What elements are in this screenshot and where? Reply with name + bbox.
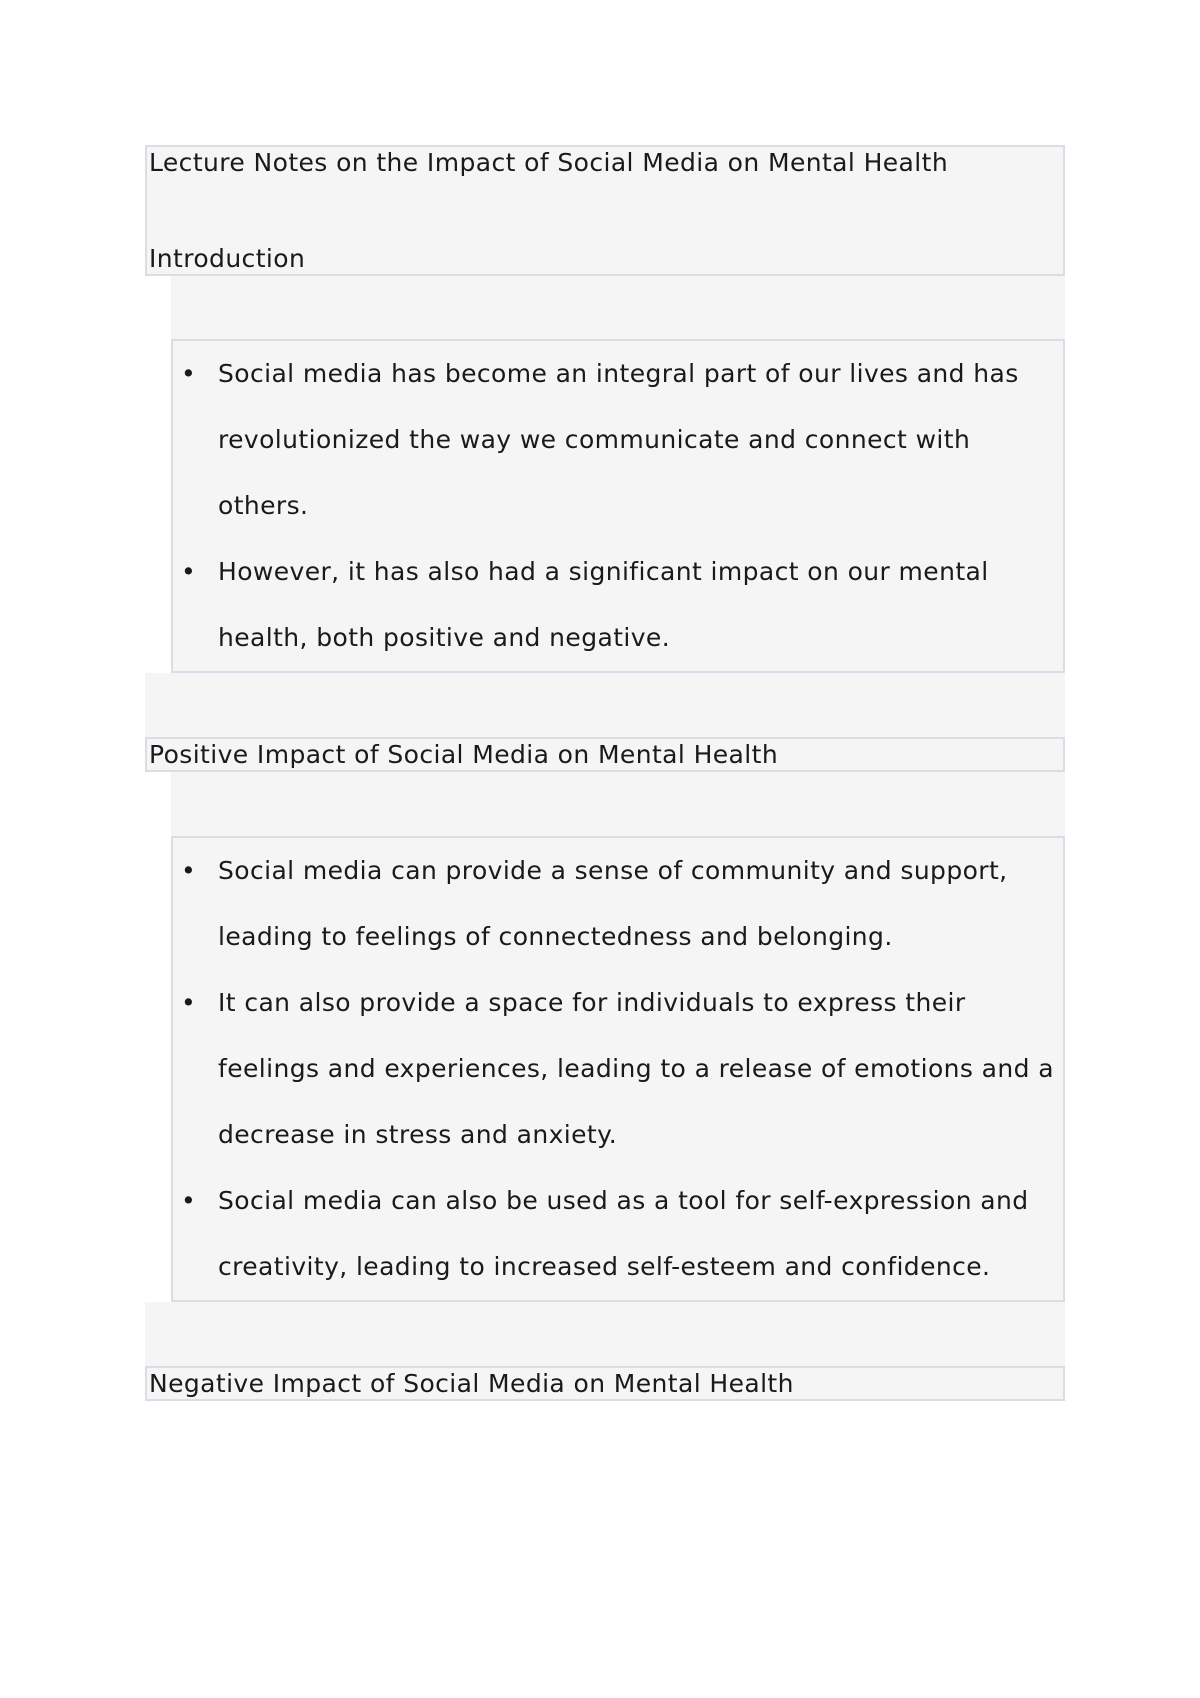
list-item: • Social media can also be used as a tool for self-expression and creativity, leading to increased self-esteem and confidence.	[173, 1168, 1063, 1300]
document-page	[145, 145, 1065, 1401]
list-item: • However, it has also had a significant impact on our mental health, both positive and negative.	[173, 539, 1063, 671]
list-item: • Social media can provide a sense of community and support, leading to feelings of connectedness and belonging.	[173, 838, 1063, 970]
positive-bullet-list	[171, 836, 1065, 1302]
list-item: • It can also provide a space for individuals to express their feelings and experiences, leading to a release of emotions and a decrease in stress and anxiety.	[173, 970, 1063, 1168]
document-title: Lecture Notes on the Impact of Social Media on Mental Health	[149, 148, 949, 177]
introduction-bullet-list	[171, 339, 1065, 673]
section-heading-negative: Negative Impact of Social Media on Mental Health	[145, 1366, 1065, 1401]
spacer	[145, 673, 1065, 737]
spacer	[171, 772, 1065, 836]
list-item: • Social media has become an integral part of our lives and has revolutionized the way we communicate and connect with others.	[173, 341, 1063, 539]
spacer	[145, 1302, 1065, 1366]
title-block	[145, 145, 1065, 276]
section-heading-introduction: Introduction	[149, 244, 306, 273]
section-heading-positive: Positive Impact of Social Media on Mental Health	[145, 737, 1065, 772]
spacer	[171, 276, 1065, 339]
